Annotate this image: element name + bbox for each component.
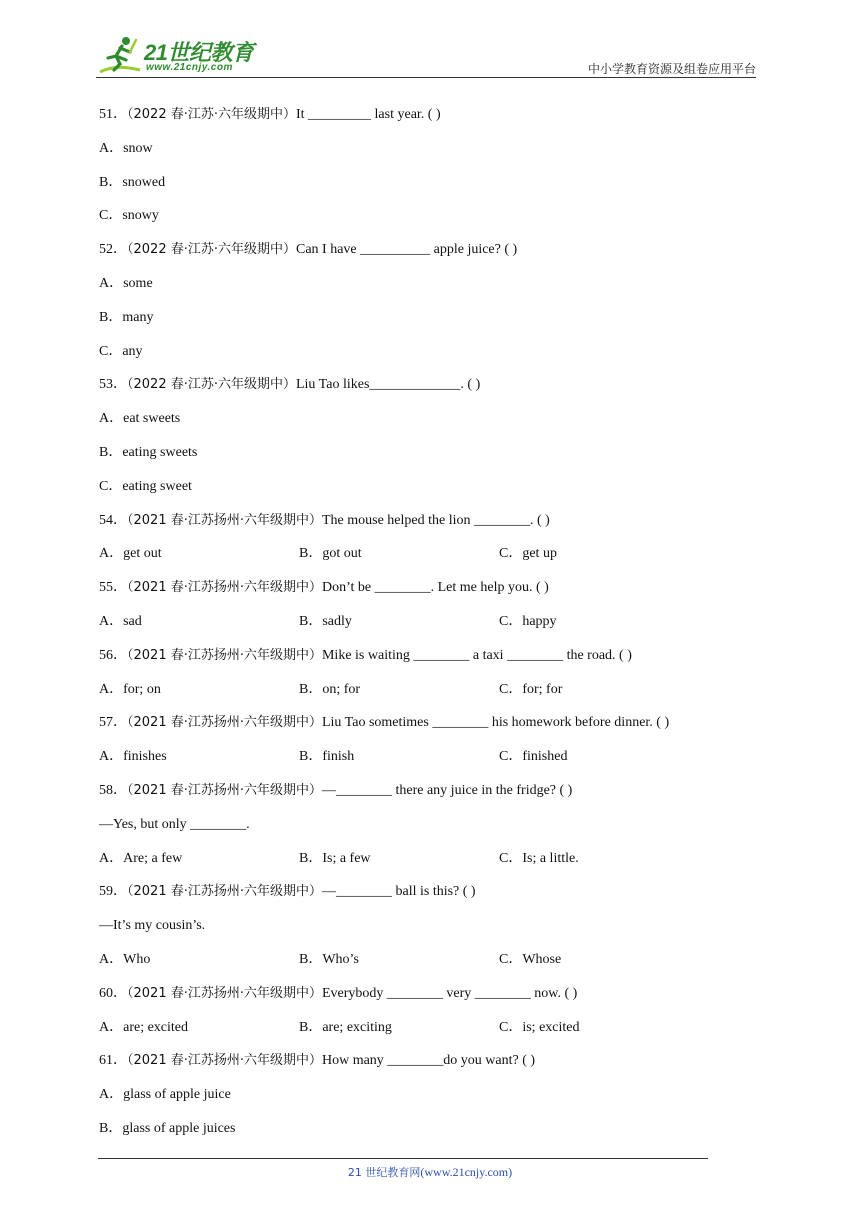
answer-option[interactable]: C．get up	[499, 546, 557, 562]
question-text: Everybody ________ very ________ now. ( )	[321, 985, 578, 1001]
options-row	[99, 611, 759, 645]
brand-logo	[96, 34, 266, 78]
question-stem	[99, 780, 759, 814]
answer-option[interactable]: C．happy	[499, 613, 557, 629]
question-source: （2021 春·江苏扬州·六年级期中）	[127, 884, 322, 900]
question-stem	[99, 510, 759, 544]
answer-option[interactable]: A．Who	[99, 951, 151, 967]
question-number: 52．	[99, 242, 127, 258]
answer-option[interactable]: B．on; for	[299, 681, 361, 697]
answer-option[interactable]: C．snowy	[99, 208, 159, 224]
question-source: （2021 春·江苏扬州·六年级期中）	[127, 647, 322, 663]
question-stem	[99, 1050, 759, 1084]
question-text: Liu Tao sometimes ________ his homework before dinner. ( )	[321, 715, 670, 731]
question-text: It _________ last year. ( )	[295, 107, 441, 122]
answer-option[interactable]: A．get out	[99, 546, 162, 562]
question-dialogue-line: —Yes, but only ________.	[99, 816, 250, 832]
question-number: 57．	[99, 715, 127, 731]
options-row	[99, 746, 759, 780]
answer-option[interactable]: A．sad	[99, 613, 142, 629]
question-source: （2021 春·江苏扬州·六年级期中）	[127, 985, 322, 1001]
question-number: 60．	[99, 985, 127, 1001]
question-text: —________ ball is this? ( )	[321, 884, 476, 900]
question-text: How many ________do you want? ( )	[321, 1053, 536, 1069]
answer-option[interactable]: A．snow	[99, 140, 153, 156]
answer-option[interactable]: C．finished	[499, 749, 568, 765]
logo-text: 21世纪教育	[144, 40, 254, 65]
answer-option[interactable]: A．some	[99, 275, 153, 291]
answer-option[interactable]: A．eat sweets	[99, 411, 181, 427]
question-number: 59．	[99, 884, 127, 900]
options-row	[99, 1017, 759, 1051]
question-number: 55．	[99, 580, 127, 596]
question-number: 53．	[99, 377, 127, 393]
answer-option[interactable]: C．Whose	[499, 951, 562, 967]
page-header	[96, 34, 756, 78]
footer-site-name: 21 世纪教育网	[347, 1166, 421, 1179]
question-text: Liu Tao likes_____________. ( )	[295, 377, 481, 393]
question-number: 58．	[99, 782, 127, 798]
question-source: （2021 春·江苏扬州·六年级期中）	[127, 512, 322, 528]
header-divider	[96, 77, 756, 78]
question-stem	[99, 374, 759, 408]
answer-option[interactable]: B．snowed	[99, 174, 166, 190]
question-text: Don’t be ________. Let me help you. ( )	[321, 580, 549, 596]
answer-option[interactable]: B．Is; a few	[299, 850, 371, 866]
question-stem	[99, 712, 759, 746]
footer-site-url: (www.21cnjy.com)	[420, 1165, 513, 1179]
question-stem	[99, 239, 759, 273]
answer-option[interactable]: B．Who’s	[299, 951, 359, 967]
question-text: —________ there any juice in the fridge? ( )	[321, 782, 573, 798]
question-number: 51．	[99, 107, 127, 122]
header-platform-text: 中小学教育资源及组卷应用平台	[587, 62, 756, 76]
answer-option[interactable]: A．are; excited	[99, 1019, 189, 1035]
answer-option[interactable]: B．got out	[299, 546, 362, 562]
question-source: （2022 春·江苏·六年级期中）	[127, 377, 296, 393]
question-source: （2022 春·江苏·六年级期中）	[127, 242, 296, 258]
answer-option[interactable]: B．are; exciting	[299, 1019, 392, 1035]
options-row	[99, 543, 759, 577]
answer-option[interactable]: C．any	[99, 343, 143, 359]
answer-option[interactable]: A．glass of apple juice	[99, 1087, 231, 1103]
answer-option[interactable]: B．sadly	[299, 613, 352, 629]
answer-option[interactable]: A．Are; a few	[99, 850, 183, 866]
question-number: 56．	[99, 647, 127, 663]
answer-option[interactable]: A．for; on	[99, 681, 161, 697]
question-stem	[99, 881, 759, 915]
answer-option[interactable]: C．is; excited	[499, 1019, 580, 1035]
question-list	[99, 104, 759, 1152]
runner-logo-icon	[96, 34, 142, 78]
question-source: （2022 春·江苏·六年级期中）	[127, 107, 296, 122]
question-source: （2021 春·江苏扬州·六年级期中）	[127, 1053, 322, 1069]
options-row	[99, 848, 759, 882]
answer-option[interactable]: B．many	[99, 309, 154, 325]
question-stem	[99, 645, 759, 679]
answer-option[interactable]: B．eating sweets	[99, 444, 198, 460]
answer-option[interactable]: C．for; for	[499, 681, 563, 697]
answer-option[interactable]: C．eating sweet	[99, 478, 192, 494]
answer-option[interactable]: C．Is; a little.	[499, 850, 579, 866]
logo-url: www.21cnjy.com	[146, 62, 233, 73]
page-footer	[0, 1164, 860, 1180]
question-number: 61．	[99, 1053, 127, 1069]
options-row	[99, 679, 759, 713]
question-stem	[99, 104, 759, 138]
answer-option[interactable]: A．finishes	[99, 749, 167, 765]
answer-option[interactable]: B．finish	[299, 749, 355, 765]
question-source: （2021 春·江苏扬州·六年级期中）	[127, 782, 322, 798]
question-stem	[99, 983, 759, 1017]
question-number: 54．	[99, 512, 127, 528]
footer-divider	[98, 1158, 708, 1159]
question-text: The mouse helped the lion ________. ( )	[321, 512, 550, 528]
question-text: Mike is waiting ________ a taxi ________ the road. ( )	[321, 647, 632, 663]
options-row	[99, 949, 759, 983]
question-stem	[99, 577, 759, 611]
question-dialogue-line: —It’s my cousin’s.	[99, 918, 206, 934]
question-text: Can I have __________ apple juice? ( )	[295, 242, 518, 258]
answer-option[interactable]: B．glass of apple juices	[99, 1120, 236, 1136]
question-source: （2021 春·江苏扬州·六年级期中）	[127, 715, 322, 731]
question-source: （2021 春·江苏扬州·六年级期中）	[127, 580, 322, 596]
